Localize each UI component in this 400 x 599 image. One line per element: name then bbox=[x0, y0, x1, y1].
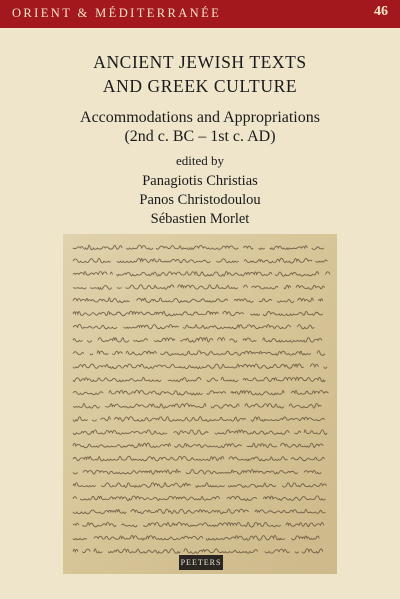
editor-name: Sébastien Morlet bbox=[150, 211, 250, 227]
series-title: ORIENT & MÉDITERRANÉE bbox=[12, 6, 222, 20]
editor-name: Panos Christodoulou bbox=[139, 192, 261, 208]
editor-name: Panagiotis Christias bbox=[142, 173, 258, 189]
book-title-line-2: AND GREEK CULTURE bbox=[102, 76, 298, 96]
series-bar bbox=[0, 0, 400, 28]
manuscript-parchment bbox=[63, 234, 337, 574]
edited-by-label: edited by bbox=[175, 153, 224, 168]
book-title-line-1: ANCIENT JEWISH TEXTS bbox=[93, 52, 307, 72]
manuscript-image bbox=[63, 234, 337, 574]
series-number: 46 bbox=[374, 4, 388, 19]
publisher-logo: PEETERS bbox=[179, 555, 223, 570]
book-subtitle-line-1: Accommodations and Appropriations bbox=[80, 109, 320, 126]
book-subtitle-line-2: (2nd c. BC – 1st c. AD) bbox=[124, 128, 276, 145]
